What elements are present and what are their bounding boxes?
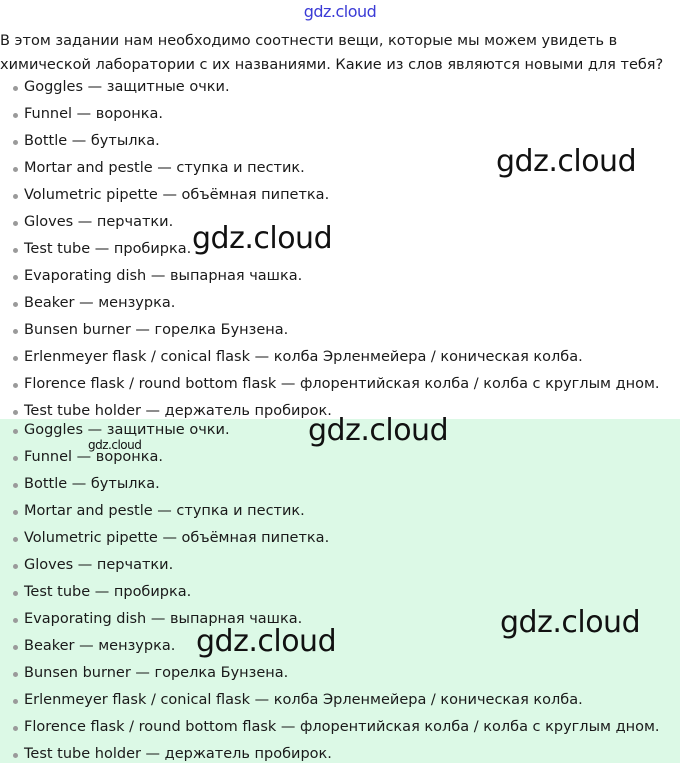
list-item-text: Beaker — мензурка. — [24, 295, 176, 311]
watermark: gdz.cloud — [192, 221, 333, 256]
list-item — [0, 182, 660, 209]
list-item — [0, 525, 660, 552]
list-item-text: Mortar and pestle — ступка и пестик. — [24, 160, 305, 176]
watermark: gdz.cloud — [496, 144, 637, 179]
list-item-text: Bunsen burner — горелка Бунзена. — [24, 665, 289, 681]
list-item — [0, 552, 660, 579]
bullet-icon — [13, 140, 18, 145]
bullet-icon — [13, 429, 18, 434]
task-intro: В этом задании нам необходимо соотнести вещи, которые мы можем увидеть в химической лаборатории с их названиями. Какие из слов являются новыми для тебя? — [0, 33, 664, 73]
bullet-icon — [13, 699, 18, 704]
bullet-icon — [13, 564, 18, 569]
list-item-text: Funnel — воронка. — [24, 106, 164, 122]
bullet-icon — [13, 483, 18, 488]
bullet-icon — [13, 618, 18, 623]
list-item-text: Test tube — пробирка. — [24, 584, 192, 600]
list-item-text: Funnel — воронка. — [24, 449, 164, 465]
list-item-text: Test tube — пробирка. — [24, 241, 192, 257]
watermark: gdz.cloud — [308, 413, 449, 448]
list-item-text: Gloves — перчатки. — [24, 557, 174, 573]
bullet-icon — [13, 194, 18, 199]
bullet-icon — [13, 302, 18, 307]
list-item-text: Volumetric pipette — объёмная пипетка. — [24, 187, 330, 203]
bullet-icon — [13, 113, 18, 118]
bullet-icon — [13, 275, 18, 280]
bullet-icon — [13, 410, 18, 415]
list-item-text: Erlenmeyer flask / conical flask — колба Эрленмейера / коническая колба. — [24, 349, 583, 365]
list-item-text: Mortar and pestle — ступка и пестик. — [24, 503, 305, 519]
list-item-text: Goggles — защитные очки. — [24, 79, 230, 95]
list-item — [0, 344, 660, 371]
bullet-icon — [13, 248, 18, 253]
bullet-icon — [13, 221, 18, 226]
bullet-icon — [13, 726, 18, 731]
bullet-icon — [13, 645, 18, 650]
list-item-text: Test tube holder — держатель пробирок. — [24, 746, 332, 762]
list-item-text: Florence flask / round bottom flask — флорентийская колба / колба с круглым дном. — [24, 376, 660, 392]
watermark: gdz.cloud — [196, 624, 337, 659]
list-item — [0, 471, 660, 498]
watermark: gdz.cloud — [88, 438, 142, 452]
list-item-text: Florence flask / round bottom flask — флорентийская колба / колба с круглым дном. — [24, 719, 660, 735]
bullet-icon — [13, 591, 18, 596]
list-item — [0, 263, 660, 290]
watermark: gdz.cloud — [500, 605, 641, 640]
bullet-icon — [13, 753, 18, 758]
list-item — [0, 498, 660, 525]
list-item — [0, 741, 660, 768]
list-item-text: Goggles — защитные очки. — [24, 422, 230, 438]
bullet-icon — [13, 383, 18, 388]
list-item-text: Bottle — бутылка. — [24, 476, 160, 492]
list-item-text: Volumetric pipette — объёмная пипетка. — [24, 530, 330, 546]
list-item-text: Bunsen burner — горелка Бунзена. — [24, 322, 289, 338]
list-item — [0, 371, 660, 398]
bullet-icon — [13, 356, 18, 361]
list-item-text: Test tube holder — держатель пробирок. — [24, 403, 332, 419]
list-item — [0, 317, 660, 344]
bullet-icon — [13, 537, 18, 542]
bullet-icon — [13, 329, 18, 334]
list-item — [0, 101, 660, 128]
bullet-icon — [13, 672, 18, 677]
site-logo[interactable]: gdz.cloud — [303, 2, 377, 21]
list-item — [0, 714, 660, 741]
vocabulary-list-highlighted — [0, 417, 660, 768]
bullet-icon — [13, 86, 18, 91]
bullet-icon — [13, 167, 18, 172]
list-item — [0, 660, 660, 687]
list-item-text: Gloves — перчатки. — [24, 214, 174, 230]
list-item-text: Beaker — мензурка. — [24, 638, 176, 654]
list-item — [0, 687, 660, 714]
list-item — [0, 74, 660, 101]
list-item-text: Erlenmeyer flask / conical flask — колба Эрленмейера / коническая колба. — [24, 692, 583, 708]
list-item-text: Bottle — бутылка. — [24, 133, 160, 149]
list-item-text: Evaporating dish — выпарная чашка. — [24, 611, 303, 627]
list-item-text: Evaporating dish — выпарная чашка. — [24, 268, 303, 284]
list-item — [0, 290, 660, 317]
list-item — [0, 579, 660, 606]
bullet-icon — [13, 456, 18, 461]
bullet-icon — [13, 510, 18, 515]
